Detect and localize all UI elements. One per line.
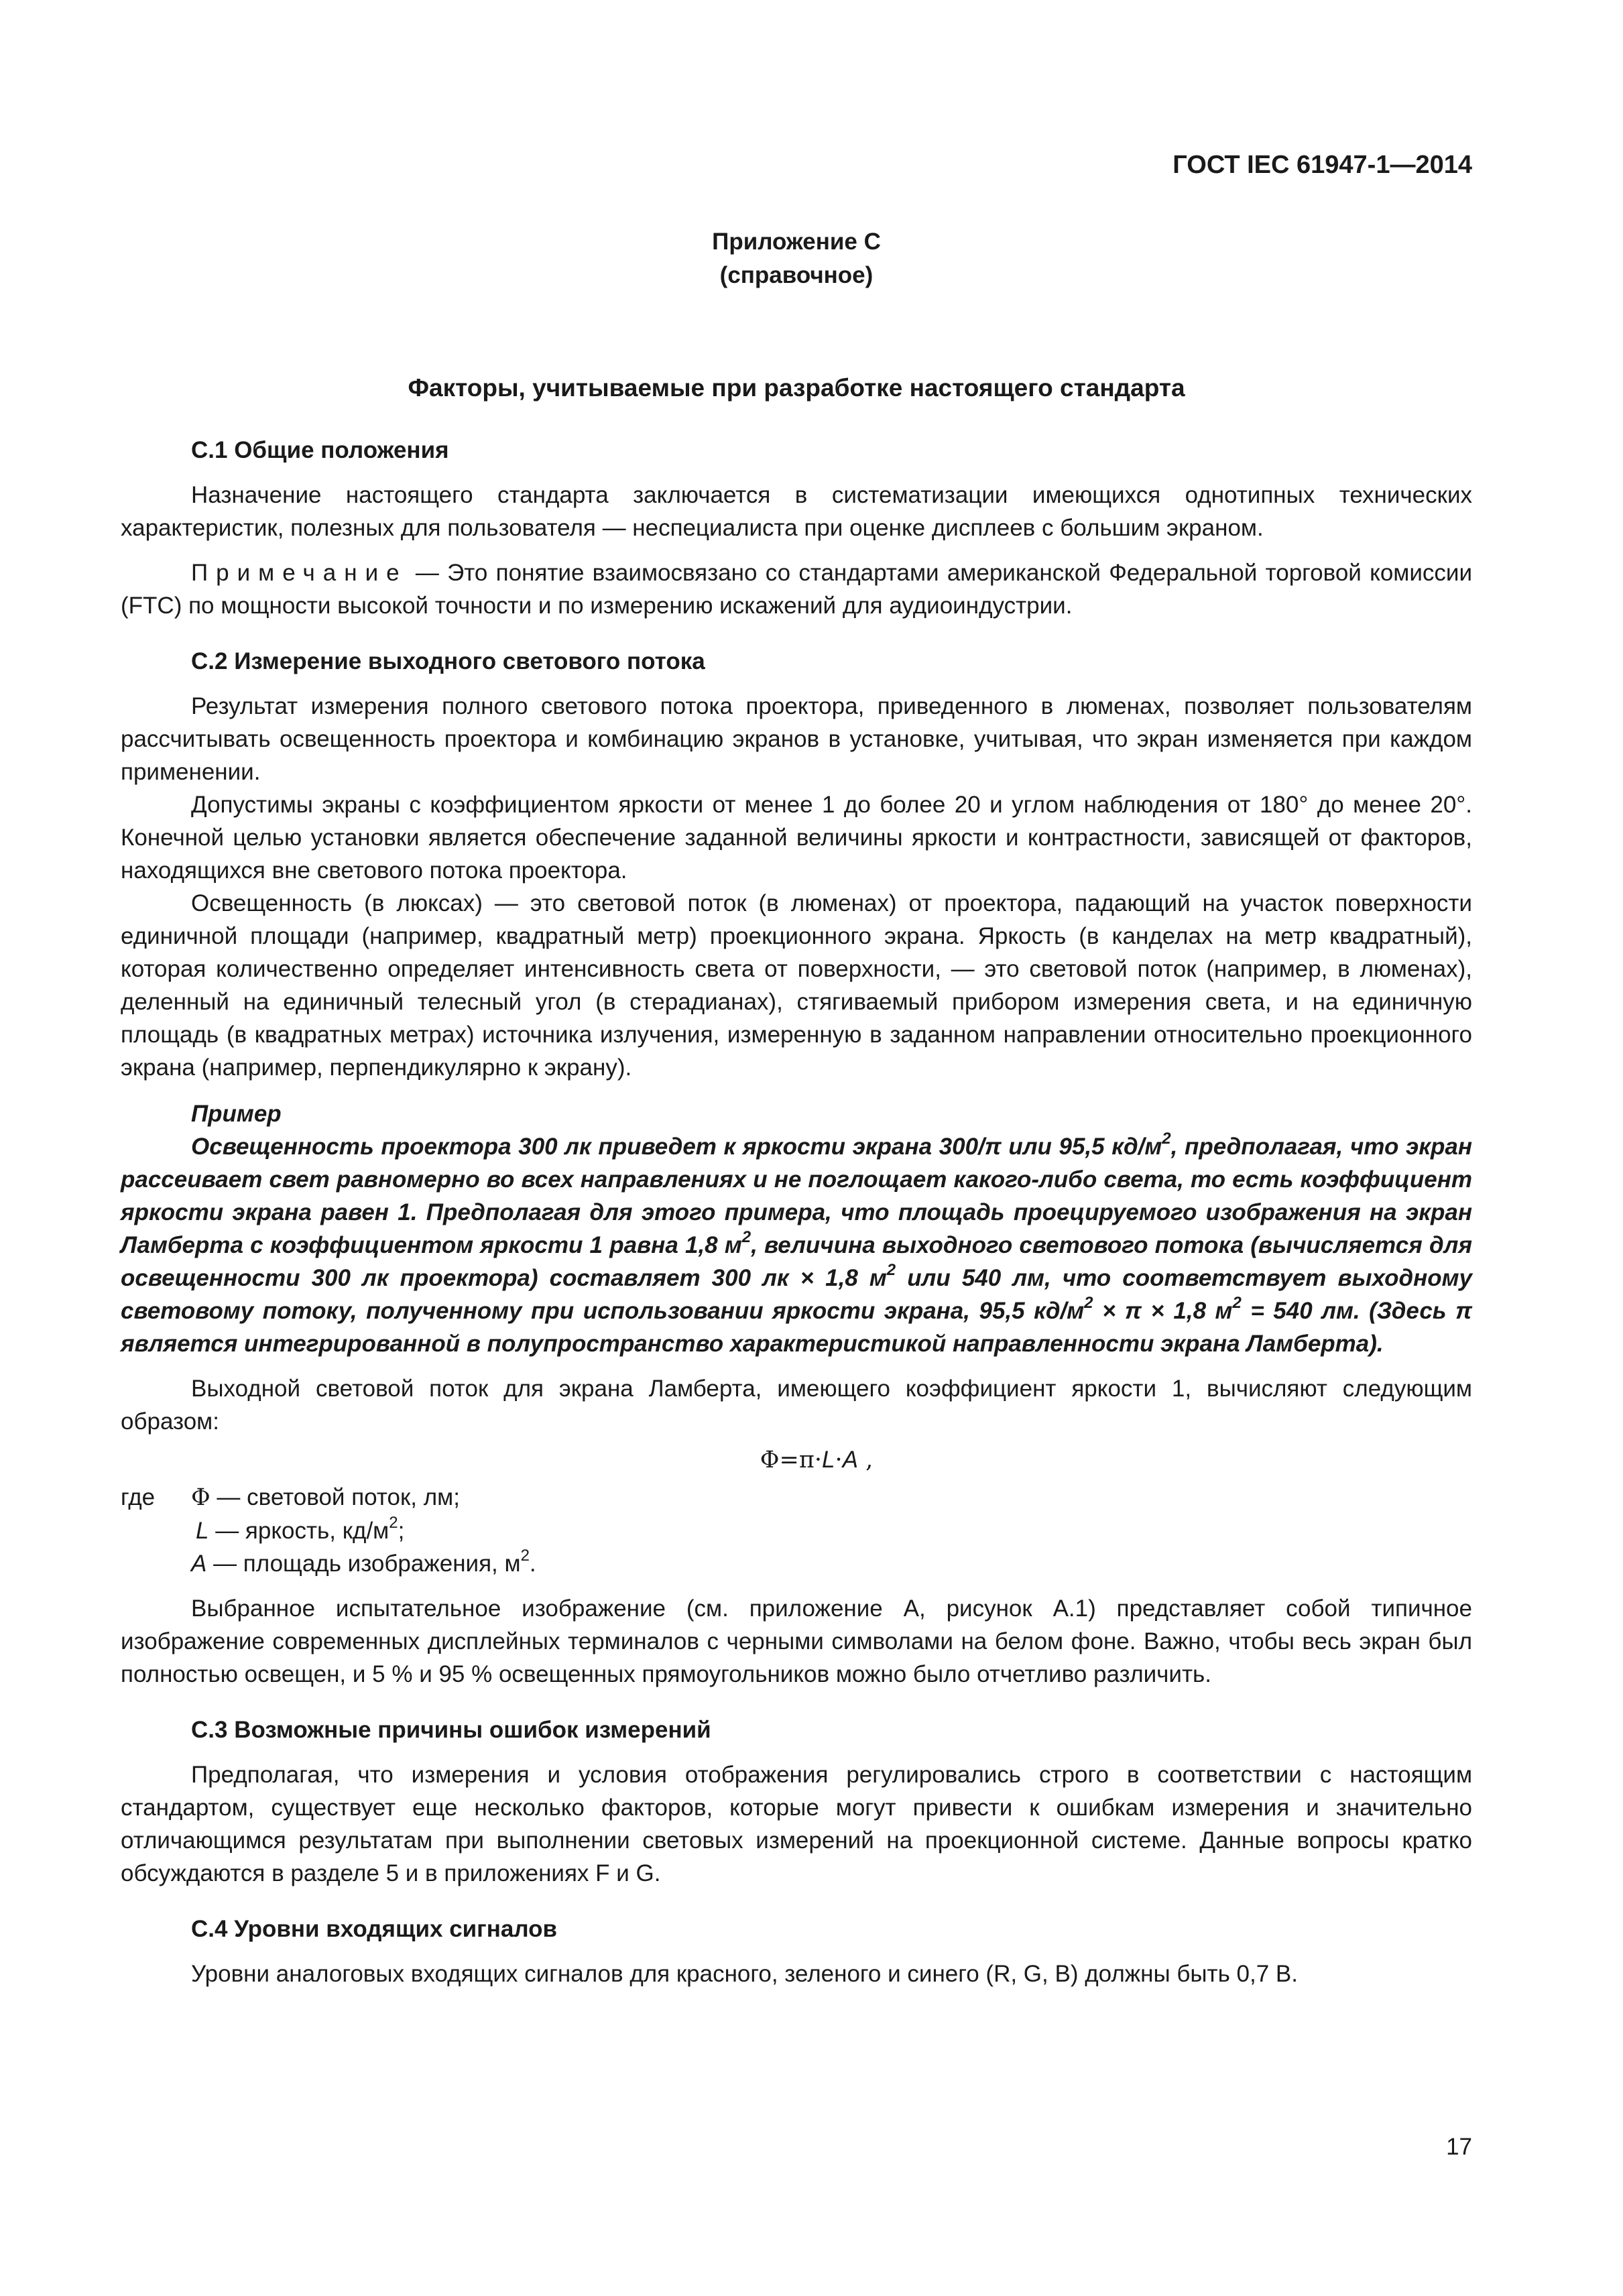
legend-row <box>121 1481 1472 1514</box>
section-c2-paragraph-2: Допустимы экраны с коэффициентом яркости от менее 1 до более 20 и углом наблюдения от 180° до менее 20°. Конечной целью установки является обеспечение заданной величины яркости и контрастности, зависящей от факторов, находящихся вне светового потока проектора. <box>121 792 1472 884</box>
example-title: Пример <box>191 1101 282 1127</box>
legend-text: ; <box>398 1518 405 1544</box>
legend-indent <box>121 1547 191 1580</box>
section-c4-heading: С.4 Уровни входящих сигналов <box>191 1916 558 1942</box>
note-label: Примечание <box>191 560 408 586</box>
legend-symbol: L <box>196 1518 209 1544</box>
legend-text: — площадь изображения, м <box>206 1551 521 1577</box>
standard-designation: ГОСТ IEC 61947-1—2014 <box>1173 151 1472 179</box>
section-c2-paragraph-1: Результат измерения полного светового потока проектора, приведенного в люменах, позволяет пользователям рассчитывать освещенность проектора и комбинацию экранов в установке, учитывая, что экран изменяется при каждом применении. <box>121 693 1472 785</box>
section-c4-paragraph: Уровни аналоговых входящих сигналов для красного, зеленого и синего (R, G, B) должны быть 0,7 В. <box>191 1961 1298 1987</box>
section-c2-heading: С.2 Измерение выходного светового потока <box>191 648 705 674</box>
annex-subtitle: (справочное) <box>719 262 874 288</box>
page-number: 17 <box>1446 2134 1472 2160</box>
main-title: Факторы, учитываемые при разработке настоящего стандарта <box>408 374 1185 402</box>
legend-symbol: Φ <box>191 1484 211 1511</box>
legend-row <box>121 1514 1472 1547</box>
formula-symbol: A <box>842 1447 858 1473</box>
section-c2-paragraph-4: Выходной световой поток для экрана Ламберта, имеющего коэффициент яркости 1, вычисляют следующим образом: <box>121 1376 1472 1435</box>
superscript: 2 <box>1232 1294 1242 1313</box>
example-part: = 540 лм. (Здесь π является интегрированной в полупространство характеристикой направленности экрана Ламберта). <box>121 1298 1472 1357</box>
section-c3-heading: С.3 Возможные причины ошибок измерений <box>191 1717 711 1743</box>
example-part: , величина выходного светового потока (вычисляется для освещенности 300 лк проектора) составляет 300 лк × 1,8 м <box>121 1232 1472 1291</box>
superscript: 2 <box>389 1514 398 1532</box>
annex-title: Приложение С <box>712 229 881 255</box>
legend-entry <box>196 1514 404 1547</box>
section-c2-paragraph-5: Выбранное испытательное изображение (см. приложение А, рисунок А.1) представляет собой типичное изображение современных дисплейных терминалов с черными символами на белом фоне. Важно, чтобы весь экран был полностью освещен, и 5 % и 95 % освещенных прямоугольников можно было отчетливо различить. <box>121 1595 1472 1687</box>
formula-legend <box>121 1481 1472 1580</box>
section-c3-paragraph: Предполагая, что измерения и условия отображения регулировались строго в соответствии с настоящим стандартом, существует еще несколько факторов, которые могут привести к ошибкам измерения и значительно отличающимся результатам при выполнении световых измерений на проекционной системе. Данные вопросы кратко обсуждаются в разделе 5 и в приложениях F и G. <box>121 1762 1472 1886</box>
section-c1-heading: С.1 Общие положения <box>191 437 449 463</box>
formula-symbol: Φ <box>760 1447 780 1473</box>
superscript: 2 <box>886 1261 896 1280</box>
formula-symbol: L <box>821 1447 835 1473</box>
legend-entry <box>191 1547 536 1580</box>
example-part: , предполагая, что экран рассеивает свет равномерно во всех направлениях и не поглощает какого-либо света, то есть коэффициент яркости экрана равен 1. Предполагая для этого примера, что площадь проецируемого изображения на экран Ламберта с коэффициентом яркости 1 равна 1,8 м <box>121 1134 1472 1258</box>
note-text: — Это понятие взаимосвязано со стандартами американской Федеральной торговой комиссии (FTC) по мощности высокой точности и по измерению искажений для аудиоиндустрии. <box>121 560 1472 619</box>
section-c1-note <box>121 556 1472 622</box>
superscript: 2 <box>741 1228 752 1247</box>
annex-heading <box>121 225 1472 292</box>
legend-lead: где <box>121 1484 156 1510</box>
example-part: или 540 лм, что соответствует выходному световому потоку, полученному при использовании яркости экрана, 95,5 кд/м <box>121 1265 1472 1324</box>
formula-symbol: , <box>857 1447 874 1473</box>
section-c1-paragraph: Назначение настоящего стандарта заключается в систематизации имеющихся однотипных технических характеристик, полезных для пользователя — неспециалиста при оценке дисплеев с большим экраном. <box>121 482 1472 541</box>
legend-symbol: A <box>191 1551 207 1577</box>
formula-symbol: · <box>835 1447 843 1473</box>
legend-text: — яркость, кд/м <box>208 1518 389 1544</box>
example-part: Освещенность проектора 300 лк приведет к яркости экрана 300/π или 95,5 кд/м <box>191 1134 1162 1160</box>
legend-entry <box>191 1481 460 1514</box>
example-part: × π × 1,8 м <box>1093 1298 1233 1324</box>
superscript: 2 <box>1162 1130 1171 1148</box>
example-text <box>121 1130 1472 1360</box>
superscript: 2 <box>1084 1294 1093 1313</box>
formula-symbol: =π· <box>779 1447 822 1473</box>
legend-text: — световой поток, лм; <box>210 1484 460 1510</box>
superscript: 2 <box>520 1547 530 1565</box>
legend-text: . <box>529 1551 536 1577</box>
legend-indent <box>121 1514 196 1547</box>
section-c2-paragraph-3: Освещенность (в люксах) — это световой поток (в люменах) от проектора, падающий на участок поверхности единичной площади (например, квадратный метр) проекционного экрана. Яркость (в канделах на метр квадратный), которая количественно определяет интенсивность света от поверхности, — это световой поток (например, в люменах), деленный на единичный телесный угол (в стерадианах), стягиваемый прибором измерения света, и на единичную площадь (в квадратных метрах) источника излучения, измеренную в заданном направлении относительно проекционного экрана (например, перпендикулярно к экрану). <box>121 890 1472 1081</box>
luminous-flux-formula <box>121 1443 1472 1477</box>
legend-row <box>121 1547 1472 1580</box>
